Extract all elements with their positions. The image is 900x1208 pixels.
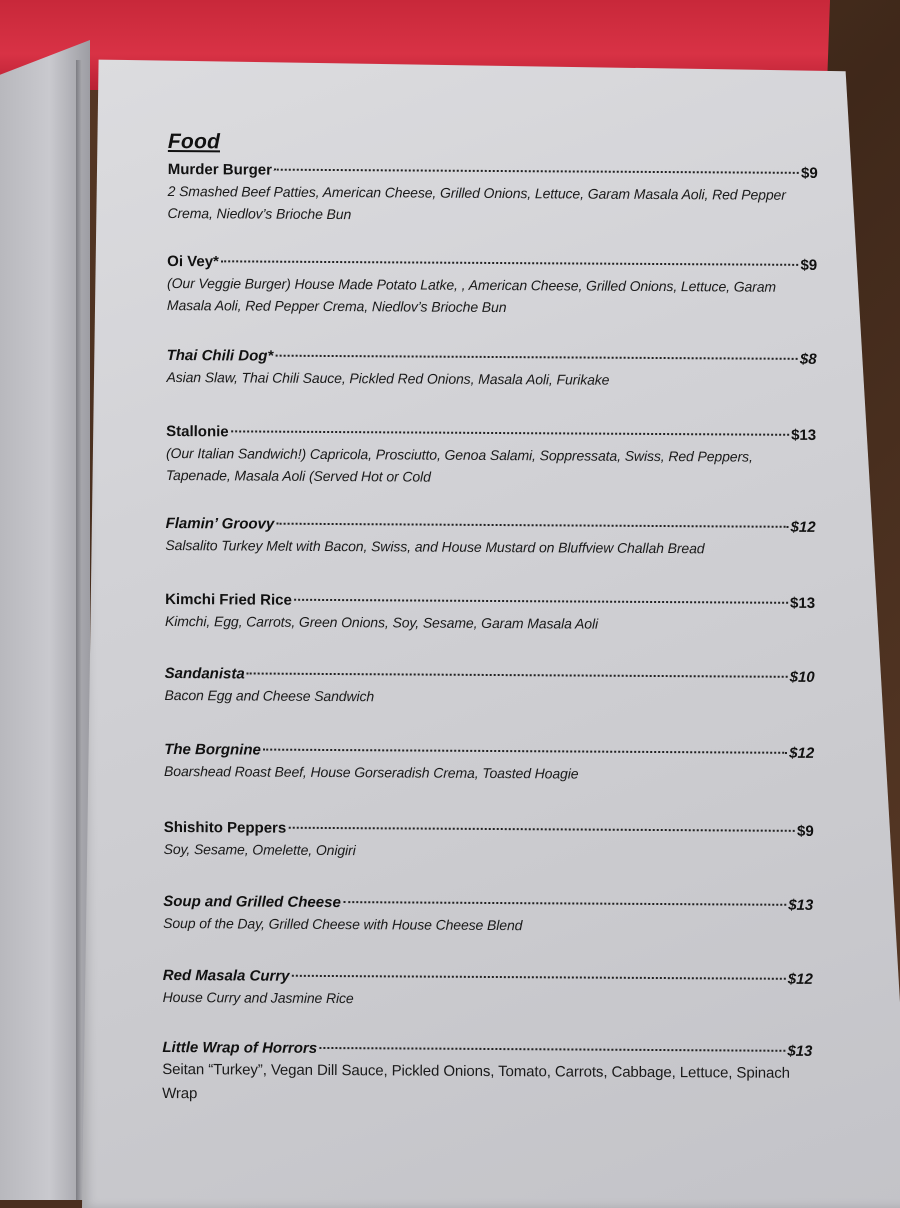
item-price: $13 (788, 896, 814, 914)
item-price: $10 (789, 668, 815, 686)
menu-item (165, 590, 815, 636)
menu-item (162, 1038, 812, 1110)
item-name: Oi Vey* (167, 252, 219, 271)
item-price: $8 (799, 350, 817, 368)
menu-item (167, 160, 817, 228)
menu-item (167, 252, 817, 320)
item-description: Bacon Egg and Cheese Sandwich (164, 686, 375, 705)
dot-leader (292, 975, 786, 980)
item-name: Soup and Grilled Cheese (163, 892, 341, 912)
item-name: Shishito Peppers (163, 818, 287, 837)
item-description: Asian Slaw, Thai Chili Sauce, Pickled Red Onions, Masala Aoli, Furikake (166, 368, 610, 388)
dot-leader (276, 523, 788, 528)
menu-item (164, 664, 814, 710)
item-description: 2 Smashed Beef Patties, American Cheese, Grilled Onions, Lettuce, Garam Masala Aoli, Red Pepper Crema, Niedlov’s Brioche Bun (167, 182, 786, 223)
item-description: Soy, Sesame, Omelette, Onigiri (163, 840, 356, 859)
item-price: $9 (800, 256, 818, 274)
item-description: Seitan “Turkey”, Vegan Dill Sauce, Pickled Onions, Tomato, Carrots, Cabbage, Lettuce, Spinach Wrap (162, 1060, 791, 1103)
food-menu (162, 130, 818, 1110)
section-title: Food (167, 130, 221, 154)
dot-leader (294, 599, 788, 604)
item-price: $13 (791, 426, 817, 444)
menu-item (163, 892, 813, 938)
dot-leader (343, 901, 786, 906)
item-name: Thai Chili Dog* (166, 346, 274, 365)
item-name: Stallonie (166, 422, 229, 441)
item-price: $9 (801, 164, 818, 182)
item-description: (Our Veggie Burger) House Made Potato Latke, , American Cheese, Grilled Onions, Lettuce, Garam Masala Aoli, Red Pepper Crema, Niedlov’s Brioche Bun (166, 274, 777, 316)
item-name: Flamin’ Groovy (165, 514, 275, 533)
dot-leader (275, 355, 798, 360)
page-fold (76, 60, 82, 1200)
item-price: $13 (790, 594, 816, 612)
dot-leader (263, 749, 787, 754)
menu-item (163, 966, 813, 1012)
item-price: $13 (787, 1042, 813, 1060)
dot-leader (221, 260, 799, 266)
item-description: House Curry and Jasmine Rice (162, 988, 354, 1007)
dot-leader (247, 672, 788, 677)
menu-item (164, 740, 814, 786)
item-description: (Our Italian Sandwich!) Capricola, Prosciutto, Genoa Salami, Soppressata, Swiss, Red Peppers, Tapenade, Masala Aoli (Served Hot or Cold (165, 444, 753, 485)
item-description: Kimchi, Egg, Carrots, Green Onions, Soy, Sesame, Garam Masala Aoli (164, 612, 599, 632)
menu-item (166, 346, 816, 392)
item-price: $12 (790, 518, 816, 536)
item-name: Murder Burger (167, 160, 272, 179)
item-description: Soup of the Day, Grilled Cheese with House Cheese Blend (163, 914, 523, 934)
item-price: $12 (789, 744, 815, 762)
menu-item (166, 422, 816, 490)
dot-leader (288, 827, 795, 832)
item-name: Sandanista (164, 664, 245, 683)
menu-item (165, 514, 815, 560)
item-description: Salsalito Turkey Melt with Bacon, Swiss, and House Mustard on Bluffview Challah Bread (165, 536, 705, 557)
item-name: Red Masala Curry (162, 966, 290, 985)
menu-item (164, 818, 814, 864)
dot-leader (231, 430, 789, 435)
item-price: $9 (796, 822, 814, 840)
item-name: Little Wrap of Horrors (162, 1038, 318, 1057)
item-name: Kimchi Fried Rice (165, 590, 292, 609)
item-price: $12 (787, 970, 813, 988)
item-description: Boarshead Roast Beef, House Gorseradish Crema, Toasted Hoagie (164, 762, 579, 782)
dot-leader (274, 169, 799, 174)
item-name: The Borgnine (164, 740, 261, 759)
dot-leader (319, 1047, 785, 1052)
